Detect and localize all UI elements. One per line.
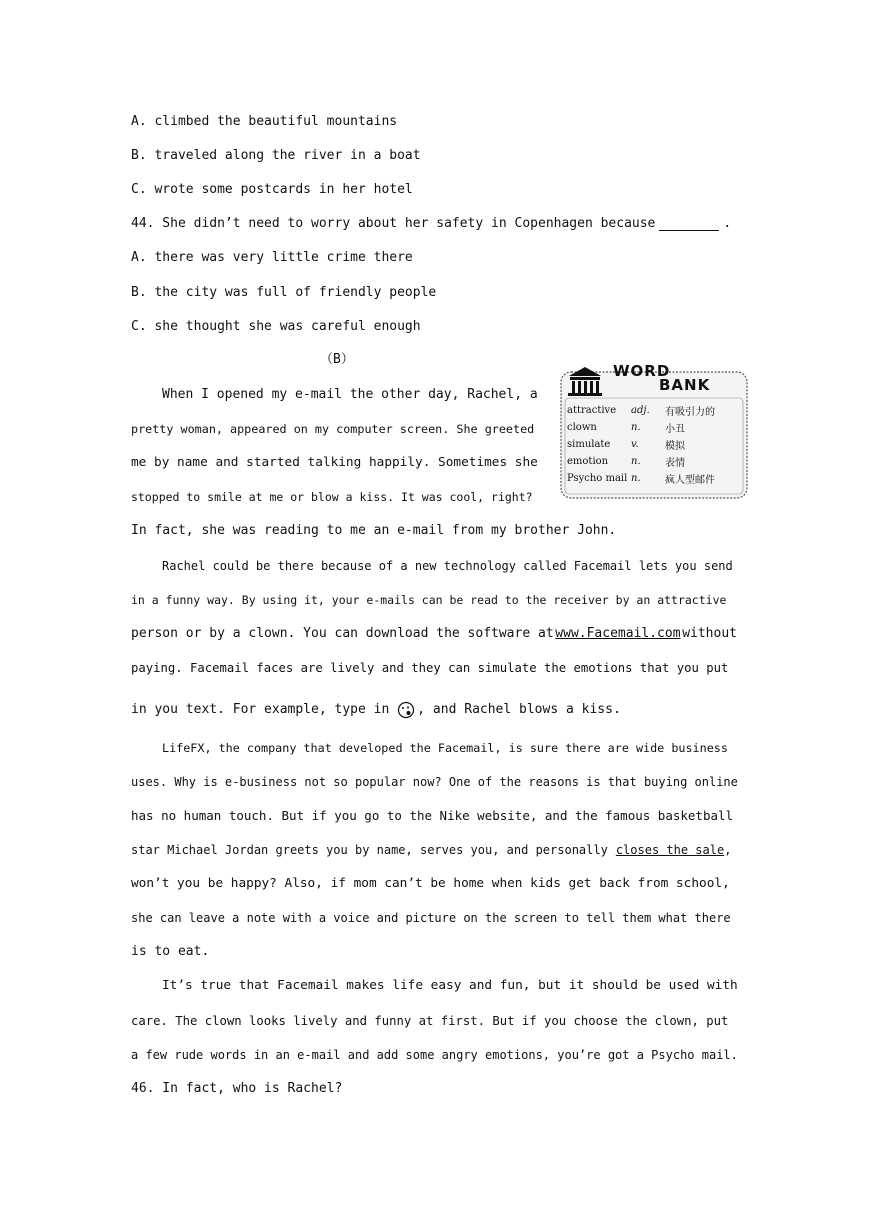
p2-line-3-end: without bbox=[682, 626, 737, 641]
meaning: 小丑 bbox=[665, 424, 685, 435]
p2-line-3 bbox=[131, 624, 737, 644]
word-bank-row bbox=[567, 436, 743, 453]
p3-line-1: LifeFX, the company that developed the Facemail, is sure there are wide business bbox=[162, 741, 728, 755]
p1-line-4: stopped to smile at me or blow a kiss. It was cool, right? bbox=[131, 490, 533, 504]
question-44-text: 44. She didn’t need to worry about her safety in Copenhagen because bbox=[131, 216, 656, 231]
p3-line-4-end: , bbox=[724, 843, 732, 857]
p2-line-2: in a funny way. By using it, your e-mails can be read to the receiver by an attractive bbox=[131, 593, 727, 607]
p2-line-5 bbox=[131, 700, 737, 720]
word-bank-title-top: WORD bbox=[613, 362, 671, 380]
q44-option-c: C. she thought she was careful enough bbox=[131, 319, 421, 334]
facemail-link[interactable]: www.Facemail.com bbox=[555, 626, 681, 641]
question-46: 46. In fact, who is Rachel? bbox=[131, 1081, 343, 1096]
p1-line-1: When I opened my e-mail the other day, Rachel, a bbox=[162, 387, 538, 402]
part-of-speech: n. bbox=[631, 473, 641, 484]
p2-line-5-text: in you text. For example, type in bbox=[131, 702, 390, 717]
part-of-speech: n. bbox=[631, 456, 641, 467]
p4-line-2: care. The clown looks lively and funny at first. But if you choose the clown, put bbox=[131, 1014, 729, 1028]
underlined-phrase: closes the sale bbox=[615, 843, 725, 857]
p3-line-5: won’t you be happy? Also, if mom can’t be home when kids get back from school, bbox=[131, 876, 730, 891]
question-44-end: . bbox=[723, 216, 732, 231]
q43-option-c: C. wrote some postcards in her hotel bbox=[131, 182, 413, 197]
q44-option-a: A. there was very little crime there bbox=[131, 250, 413, 265]
question-44 bbox=[131, 214, 737, 234]
word-bank-row bbox=[567, 470, 743, 487]
word: emotion bbox=[567, 456, 609, 467]
p2-line-5-end: , and Rachel blows a kiss. bbox=[417, 702, 621, 717]
p3-line-4-text: star Michael Jordan greets you by name, serves you, and personally bbox=[131, 843, 608, 857]
p3-line-7: is to eat. bbox=[131, 944, 210, 959]
p1-line-2: pretty woman, appeared on my computer screen. She greeted bbox=[131, 422, 535, 436]
p2-line-4: paying. Facemail faces are lively and they can simulate the emotions that you put bbox=[131, 661, 729, 675]
word-bank-table bbox=[567, 402, 743, 487]
part-of-speech: n. bbox=[631, 422, 641, 433]
p3-line-6: she can leave a note with a voice and picture on the screen to tell them what there bbox=[131, 911, 731, 925]
q44-option-b: B. the city was full of friendly people bbox=[131, 285, 437, 300]
p4-line-3: a few rude words in an e-mail and add some angry emotions, you’re got a Psycho mail. bbox=[131, 1048, 738, 1062]
word-bank-row bbox=[567, 419, 743, 436]
meaning: 疯人型邮件 bbox=[665, 475, 715, 486]
word: simulate bbox=[567, 439, 611, 450]
q43-option-b: B. traveled along the river in a boat bbox=[131, 148, 421, 163]
p2-line-1: Rachel could be there because of a new technology called Facemail lets you send bbox=[162, 559, 733, 573]
word: attractive bbox=[567, 405, 617, 416]
word: Psycho mail bbox=[567, 473, 628, 484]
word: clown bbox=[567, 422, 597, 433]
part-of-speech: v. bbox=[631, 439, 639, 450]
p3-line-3: has no human touch. But if you go to the Nike website, and the famous basketball bbox=[131, 808, 734, 823]
p4-line-1: It’s true that Facemail makes life easy and fun, but it should be used with bbox=[162, 978, 738, 993]
section-label: （B） bbox=[320, 352, 354, 367]
word-bank-row bbox=[567, 402, 743, 419]
p2-line-3-text: person or by a clown. You can download the software at bbox=[131, 626, 554, 641]
answer-blank bbox=[659, 218, 719, 231]
part-of-speech: adj. bbox=[631, 405, 650, 416]
p3-line-4 bbox=[131, 840, 737, 860]
kiss-emoticon-icon bbox=[397, 701, 415, 719]
word-bank-title-bottom: BANK bbox=[659, 376, 711, 394]
word-bank-row bbox=[567, 453, 743, 470]
meaning: 模拟 bbox=[665, 441, 685, 452]
p1-line-5: In fact, she was reading to me an e-mail from my brother John. bbox=[131, 523, 617, 538]
q43-option-a: A. climbed the beautiful mountains bbox=[131, 114, 398, 129]
p1-line-3: me by name and started talking happily. Sometimes she bbox=[131, 455, 538, 470]
meaning: 表情 bbox=[665, 458, 685, 469]
bank-building-icon bbox=[568, 367, 602, 396]
p3-line-2: uses. Why is e-business not so popular now? One of the reasons is that buying online bbox=[131, 775, 738, 789]
word-bank bbox=[559, 362, 749, 502]
meaning: 有吸引力的 bbox=[665, 407, 715, 418]
